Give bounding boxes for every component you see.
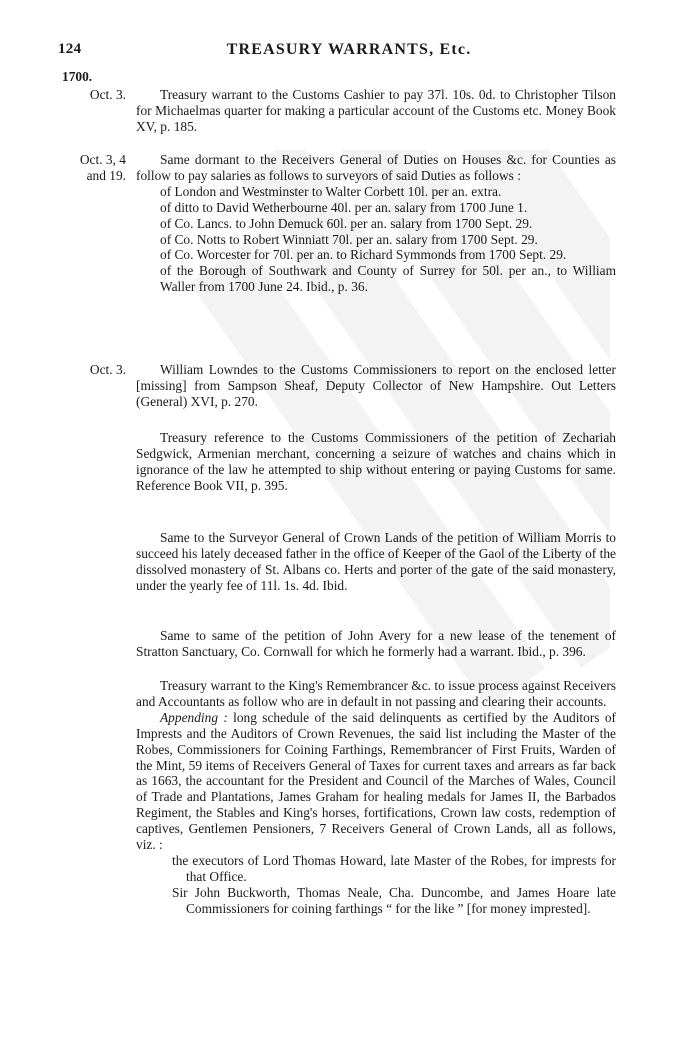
entry-paragraph: Same to the Surveyor General of Crown Lands of the petition of William Morris to succeed his lately deceased father in the office of Keeper of the Gaol of the Liberty of the dissolved monastery of St. Albans co. Herts and porter of the gate of the said monastery, under the yearly fee of 11l. 1s. 4d. Ibid.	[136, 530, 616, 593]
entry-text	[136, 530, 616, 594]
delinquent-item: the executors of Lord Thomas Howard, late Master of the Robes, for imprests for that Office.	[172, 852, 616, 884]
list-item: of ditto to David Wetherbourne 40l. per an. salary from 1700 June 1.	[160, 199, 528, 215]
list-item: of Co. Worcester for 70l. per an. to Richard Symmonds from 1700 Sept. 29.	[160, 247, 567, 263]
entry-date-line: Oct. 3, 4	[79, 152, 126, 167]
list-item: of the Borough of Southwark and County of Surrey for 50l. per an., to William Waller from 1700 June 24. Ibid., p. 36.	[160, 263, 616, 295]
entry-text	[136, 362, 616, 410]
entry-paragraph: Same to same of the petition of John Avery for a new lease of the tenement of Stratton Sanctuary, Co. Cornwall for which he formerly had a warrant. Ibid., p. 396.	[136, 628, 616, 659]
appending-label: Appending :	[160, 709, 228, 725]
year-marker: 1700.	[62, 69, 93, 84]
entry-paragraph: Treasury warrant to the King's Remembrancer &c. to issue process against Receivers and Accountants as follow who are in default in not passing and clearing their accounts.	[136, 678, 616, 709]
running-head: TREASURY WARRANTS, Etc.	[226, 41, 472, 58]
appending-text: long schedule of the said delinquents as certified by the Auditors of Imprests and the Auditors of Crown Revenues, the said list including the Master of the Robes, Commissioners for Coining Farthings, Remembrancer of First Fruits, Warden of the Mint, 59 items of Receivers General of Taxes for current taxes and arrears as far back as 1663, the accountant for the President and Council of the Marches of Wales, Council of Trade and Plantations, James Graham for healing medals for James II, the Barbados Regiment, the Stables and King's horses, fortifications, Crown law costs, redemption of captives, Gentlemen Pensioners, 7 Receivers General of Crown Lands, all as follows, viz. :	[136, 709, 616, 853]
entry-paragraph: Treasury reference to the Customs Commissioners of the petition of Zechariah Sedgwick, Armenian merchant, concerning a seizure of watches and chains which in ignorance of the law he attempted to ship without entering or paying Customs for same. Reference Book VII, p. 395.	[136, 430, 616, 493]
appending-paragraph	[136, 710, 616, 853]
entry-text	[136, 628, 616, 660]
entry-text	[136, 430, 616, 494]
entry-paragraph: Treasury warrant to the Customs Cashier to pay 37l. 10s. 0d. to Christopher Tilson for Michaelmas quarter for making a particular account of the Customs etc. Money Book XV, p. 185.	[136, 87, 616, 134]
list-item: of Co. Notts to Robert Winniatt 70l. per an. salary from 1700 Sept. 29.	[160, 231, 538, 247]
page-header	[0, 41, 674, 65]
entry-date: Oct. 3.	[89, 87, 126, 102]
entry-text	[136, 87, 616, 135]
entry-paragraph: William Lowndes to the Customs Commissioners to report on the enclosed letter [missing] from Sampson Sheaf, Deputy Collector of New Hampshire. Out Letters (General) XVI, p. 270.	[136, 362, 616, 409]
entry-date	[62, 152, 126, 184]
entry-text	[136, 152, 616, 295]
entry-text	[136, 678, 616, 917]
page-number: 124	[58, 41, 82, 57]
entry-date-line: and 19.	[86, 167, 126, 183]
list-item: of Co. Lancs. to John Demuck 60l. per an. salary from 1700 Sept. 29.	[160, 215, 533, 231]
delinquent-item: Sir John Buckworth, Thomas Neale, Cha. Duncombe, and James Hoare late Commissioners for coining farthings “ for the like ” [for money imprested].	[172, 884, 616, 916]
list-item: of London and Westminster to Walter Corbett 10l. per an. extra.	[160, 183, 502, 199]
entry-paragraph: Same dormant to the Receivers General of Duties on Houses &c. for Counties as follow to pay salaries as follows to surveyors of said Duties as follows :	[136, 152, 616, 183]
entry-date: Oct. 3.	[89, 362, 126, 377]
